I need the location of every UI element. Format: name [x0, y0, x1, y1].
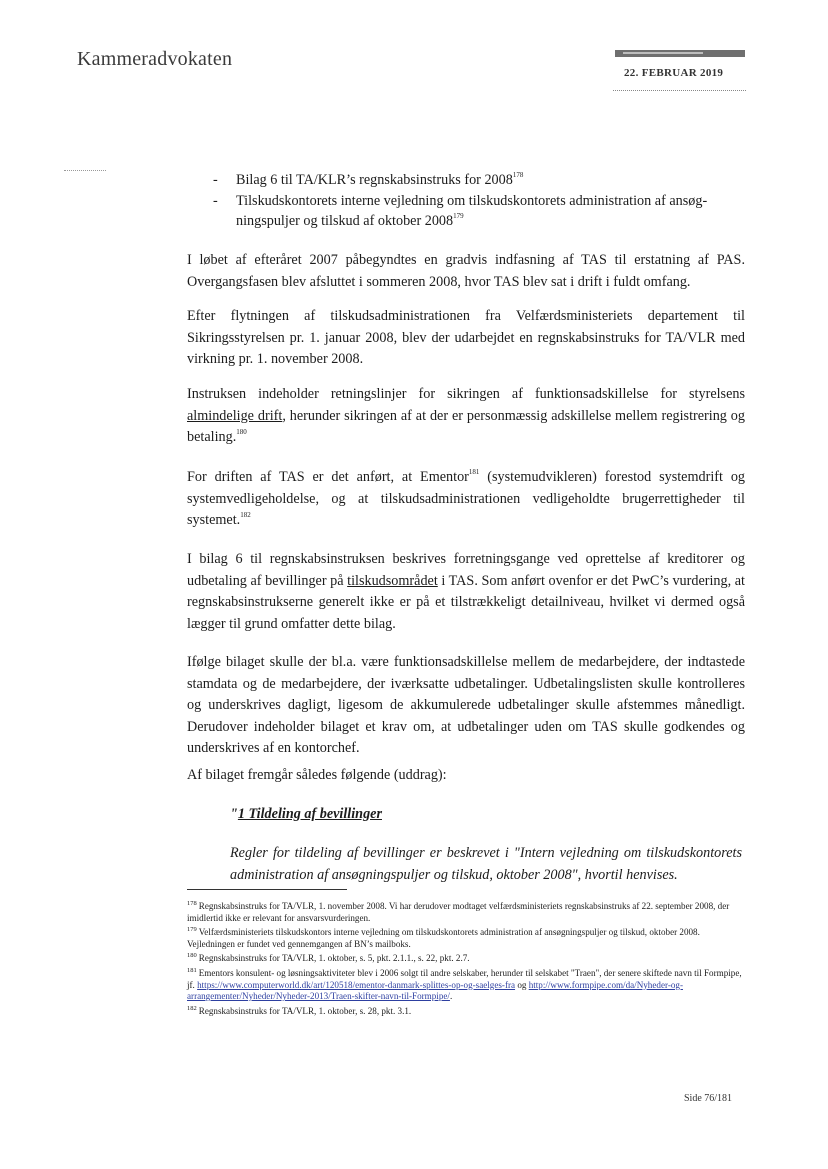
header-bar [615, 50, 745, 57]
underlined-term: tilskudsområdet [347, 572, 438, 589]
list-item-text: Bilag 6 til TA/KLR’s regnskabsinstruks for 2008 [236, 172, 513, 188]
footnote: $^{180}$ Regnskabsinstruks for TA/VLR, 1. oktober, s. 5, pkt. 2.1.1., s. 22, pkt. 2.7. [187, 952, 470, 964]
list-item [187, 191, 745, 231]
footnote: $^{182}$ Regnskabsinstruks for TA/VLR, 1. oktober, s. 28, pkt. 3.1. [187, 1004, 412, 1016]
footnote-ref: 181 [468, 468, 480, 476]
paragraph-udbetalinger: Ifølge bilaget skulle der bl.a. være funktionsadskillelse mellem de medarbejdere, der indtastede stamdata og de medarbejdere, der iværksatte udbetalinger. Udbetalingslisten skulle kontrolleres og underskrives dagligt, ligesom de akkumulerede udbetalinger skulle afstemmes månedligt. Derudover indeholder bilaget et krav om, at udbetalinger uden om TAS skulle godkendes og underskrives af en kontorchef. [187, 654, 745, 756]
list-dash: - [213, 193, 218, 209]
list-item [187, 170, 745, 190]
footnote-link-formpipe[interactable]: http://www.formpipe.com/da/Nyheder-og-arrangementer/Nyheder/Nyheder-2013/Traen-skifter-navn-til-Formpipe/ [187, 979, 683, 1002]
footnote-link-computerworld[interactable]: https://www.computerworld.dk/art/120518/ementor-danmark-splittes-op-og-saelges-fra [197, 979, 516, 990]
footnote: $^{181}$ Ementors konsulent- og løsningsaktiviteter blev i 2006 solgt til andre selskaber, herunder til selskabet "Traen", der senere skiftede navn til Formpipe, jf. https://www.computerworld.dk/art/120518/ementor-danmark-splittes-op-og-saelges-fra og http://www.formpipe.com/da/Nyheder-og-arrangementer/Nyheder/Nyheder-2013/Traen-skifter-navn-til-Formpipe/. [187, 966, 742, 1002]
paragraph-bilag-6: I bilag 6 til regnskabsinstruksen beskrives forretningsgange ved oprettelse af kreditorer og udbetaling af bevillinger på tilskudsområdet i TAS. Som anført ovenfor er det PwC’s vurdering, at regnskabsinstrukserne generelt ikke er på et tilstrækkeligt detailniveau, hvilket vi dermed også lægger til grund omfatter dette bilag. [187, 551, 745, 632]
paragraph-uddrag-intro: Af bilaget fremgår således følgende (uddrag): [187, 767, 447, 783]
footnote-ref: 182 [240, 511, 251, 519]
page-number: Side 76/181 [684, 1093, 733, 1104]
quote-heading: "1 Tildeling af bevillinger [230, 806, 382, 822]
margin-marker [64, 170, 106, 171]
quote-body: Regler for tildeling af bevillinger er beskrevet i "Intern vejledning om tilskudskontorets administration af ansøgningspuljer og tilskud, oktober 2008", hvortil henvises. [230, 845, 742, 883]
footnote: $^{178}$ Regnskabsinstruks for TA/VLR, 1. november 2008. Vi har derudover modtaget velfærdsministeriets regnskabsinstruks af 22. september 2008, der imidlertid ikke er relevant for ansvarsvurderingen. [187, 900, 730, 923]
footnotes [187, 898, 743, 1017]
document-date: 22. FEBRUAR 2019 [624, 67, 724, 79]
footnote: $^{179}$ Velfærdsministeriets tilskudskontors interne vejledning om tilskudskontorets administration af ansøgningspuljer og tilskud, oktober 2008. Vejledningen er fundet ved gennemgangen af BN’s mailboks. [187, 926, 700, 949]
date-rule [613, 90, 746, 91]
underlined-term: almindelige drift [187, 407, 283, 424]
brand-name: Kammeradvokaten [77, 48, 233, 70]
source-list [187, 170, 745, 232]
paragraph-regnskabsinstruks: Efter flytningen af tilskudsadministrationen fra Velfærdsministeriets departement til Sikringsstyrelsen pr. 1. januar 2008, blev der udarbejdet en regnskabsinstruks for TA/VLR med virkning pr. 1. november 2008. [187, 308, 745, 367]
footnote-ref: 179 [453, 212, 464, 220]
footnote-rule [187, 889, 347, 890]
paragraph-ementor: For driften af TAS er det anført, at Ementor$^{181}$ (systemudvikleren) forestod systemdrift og systemvedligeholdelse, og at tilskudsadministrationen vedligeholdte brugerrettigheder til systemet.$^{182}$ [187, 468, 746, 528]
footnote-ref: 180 [236, 428, 247, 436]
list-dash: - [213, 172, 218, 188]
paragraph-funktionsadskillelse: Instruksen indeholder retningslinjer for sikringen af funktionsadskillelse for styrelsens almindelige drift, herunder sikringen af at der er personmæssig adskillelse mellem registrering og betaling.$^{180}$ [187, 386, 745, 445]
paragraph-tas-rollout: I løbet af efteråret 2007 påbegyndtes en gradvis indfasning af TAS til erstatning af PAS. Overgangsfasen blev afsluttet i sommeren 2008, hvor TAS blev sat i drift i fuldt omfang. [187, 252, 745, 290]
list-item-text: Tilskudskontorets interne vejledning om tilskudskontorets administration af ansøg-ningspuljer og tilskud af oktober 2008 [236, 193, 708, 229]
footnote-ref: 178 [512, 171, 524, 179]
